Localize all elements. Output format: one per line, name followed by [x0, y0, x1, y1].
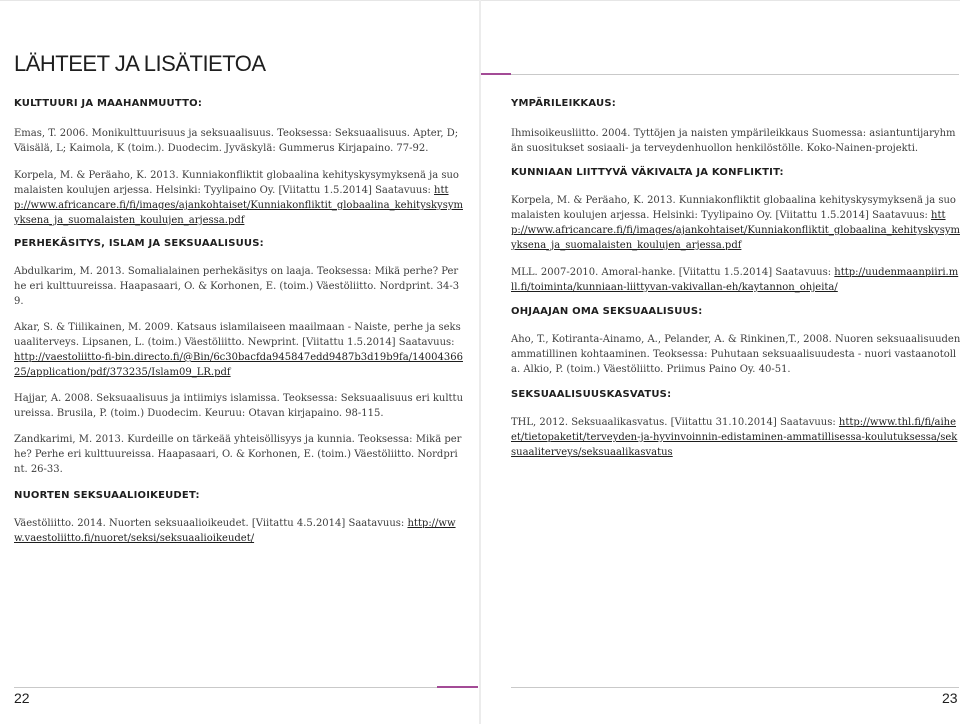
section-heading-kulttuuri: KULTTUURI JA MAAHANMUUTTO: [14, 98, 203, 109]
reference-link-thl[interactable]: http://www.thl.fi/fi/aiheet/tietopaketit/terveyden-ja-hyvinvoinnin-edistaminen-ammatillisessa-koulutuksessa/seksuaaliterveys/seksuaalikasvatus [511, 417, 958, 458]
reference-link-korpela[interactable]: http://www.africancare.fi/fi/images/ajankohtaiset/Kunniakonfliktit_globaalina_kehityskysymyksena_ja_suomalaisten_koulujen_arjessa.pdf [14, 185, 463, 226]
page-number-right: 23 [942, 690, 958, 706]
section-heading-perhe: PERHEKÄSITYS, ISLAM JA SEKSUAALISUUS: [14, 238, 264, 249]
reference-link-vaestoliitto[interactable]: http://www.vaestoliitto.fi/nuoret/seksi/seksuaalioikeudet/ [14, 518, 456, 544]
reference-akar: Akar, S. & Tiilikainen, M. 2009. Katsaus islamilaiseen maailmaan - Naiste, perhe ja seksuaaliterveys. Lipsanen, L. (toim.) Väestöliitto. Newprint. [Viitattu 1.5.2014] Saatavuus: http://vaestoliitto-fi-bin.directo.fi/@Bin/6c30bacfda945847edd9487b3d19b9fa/1400436625/application/pdf/373235/Islam09_LR.pdf [14, 322, 463, 378]
footer-rule [14, 687, 437, 688]
section-heading-kunnia: KUNNIAAN LIITTYVÄ VÄKIVALTA JA KONFLIKTIT: [511, 167, 784, 178]
section-heading-ohjaajan: OHJAAJAN OMA SEKSUAALISUUS: [511, 306, 703, 317]
reference-emas: Emas, T. 2006. Monikulttuurisuus ja seksuaalisuus. Teoksessa: Seksuaalisuus. Apter, D; Väisälä, L; Kaimola, K (toim.). Duodecim. Jyväskylä: Gummerus Kirjapaino. 77-92. [14, 128, 459, 154]
right-page [481, 0, 960, 724]
section-heading-kasvatus: SEKSUAALISUUSKASVATUS: [511, 389, 672, 400]
reference-thl: THL, 2012. Seksuaalikasvatus. [Viitattu 31.10.2014] Saatavuus: http://www.thl.fi/fi/aiheet/tietopaketit/terveyden-ja-hyvinvoinnin-edistaminen-ammatillisessa-koulutuksessa/seksuaaliterveys/seksuaalikasvatus [511, 417, 958, 458]
reference-abdulkarim: Abdulkarim, M. 2013. Somalialainen perhekäsitys on laaja. Teoksessa: Mikä perhe? Perhe eri kulttuureissa. Haapasaari, O. & Korhonen, E. (toim.) Väestöliitto. Nordprint. 34-39. [14, 266, 460, 307]
reference-ihmisoikeusliitto: Ihmisoikeusliitto. 2004. Tyttöjen ja naisten ympärileikkaus Suomessa: asiantuntijaryhmän suositukset sosiaali- ja terveydenhuollon henkilöstölle. Koko-Nainen-projekti. [511, 128, 956, 154]
section-heading-nuorten: NUORTEN SEKSUAALIOIKEUDET: [14, 490, 200, 501]
right-column [511, 98, 960, 460]
reference-zandkarimi: Zandkarimi, M. 2013. Kurdeille on tärkeää yhteisöllisyys ja kunnia. Teoksessa: Mikä perhe? Perhe eri kulttuureissa. Haapasaari, O. & Korhonen, E. (toim.) Väestöliitto. Nordprint. 26-33. [14, 434, 462, 475]
reference-link-korpela-right[interactable]: http://www.africancare.fi/fi/images/ajankohtaiset/Kunniakonfliktit_globaalina_kehityskysymyksena_ja_suomalaisten_koulujen_arjessa.pdf [511, 210, 960, 251]
reference-vaestoliitto: Väestöliitto. 2014. Nuorten seksuaalioikeudet. [Viitattu 4.5.2014] Saatavuus: http://www.vaestoliitto.fi/nuoret/seksi/seksuaalioikeudet/ [14, 518, 456, 544]
footer-accent [437, 686, 478, 688]
reference-hajjar: Hajjar, A. 2008. Seksuaalisuus ja intiimiys islamissa. Teoksessa: Seksuaalisuus eri kulttuureissa. Brusila, P. (toim.) Duodecim. Keuruu: Otavan kirjapaino. 98-115. [14, 393, 464, 419]
reference-mll: MLL. 2007-2010. Amoral-hanke. [Viitattu 1.5.2014] Saatavuus: http://uudenmaanpiiri.mll.fi/toiminta/kunniaan-liittyvan-vakivallan-eh/kaytannon_ohjeita/ [511, 267, 959, 293]
left-column [14, 98, 464, 546]
header-accent [481, 73, 511, 75]
section-heading-ymparileikkaus: YMPÄRILEIKKAUS: [511, 98, 616, 109]
reference-link-akar[interactable]: http://vaestoliitto-fi-bin.directo.fi/@Bin/6c30bacfda945847edd9487b3d19b9fa/1400436625/application/pdf/373235/Islam09_LR.pdf [14, 352, 463, 378]
reference-korpela-right: Korpela, M. & Peräaho, K. 2013. Kunniakonfliktit globaalina kehityskysymyksenä ja suomalaisten koulujen arjessa. Helsinki: Tyylipaino Oy. [Viitattu 1.5.2014] Saatavuus: http://www.africancare.fi/fi/images/ajankohtaiset/Kunniakonfliktit_globaalina_kehityskysymyksena_ja_suomalaisten_koulujen_arjessa.pdf [511, 195, 960, 251]
page-number: 22 [14, 690, 30, 706]
reference-korpela: Korpela, M. & Peräaho, K. 2013. Kunniakonfliktit globaalina kehityskysymyksenä ja suomalaisten koulujen arjessa. Helsinki: Tyylipaino Oy. [Viitattu 1.5.2014] Saatavuus: http://www.africancare.fi/fi/images/ajankohtaiset/Kunniakonfliktit_globaalina_kehityskysymyksena_ja_suomalaisten_koulujen_arjessa.pdf [14, 170, 463, 226]
header-rule [511, 74, 959, 75]
reference-aho: Aho, T., Kotiranta-Ainamo, A., Pelander, A. & Rinkinen,T., 2008. Nuoren seksuaalisuuden ammatillinen kohtaaminen. Teoksessa: Puhutaan seksuaalisuudesta - nuori vastaanotolla. Alkio, P. (toim.) Väestöliitto. Priimus Paino Oy. 40-51. [511, 334, 960, 375]
footer-rule-right [511, 687, 959, 688]
left-page [0, 0, 479, 724]
reference-link-mll[interactable]: http://uudenmaanpiiri.mll.fi/toiminta/kunniaan-liittyvan-vakivallan-eh/kaytannon_ohjeita/ [511, 267, 959, 293]
page-title: LÄHTEET JA LISÄTIETOA [14, 51, 266, 76]
